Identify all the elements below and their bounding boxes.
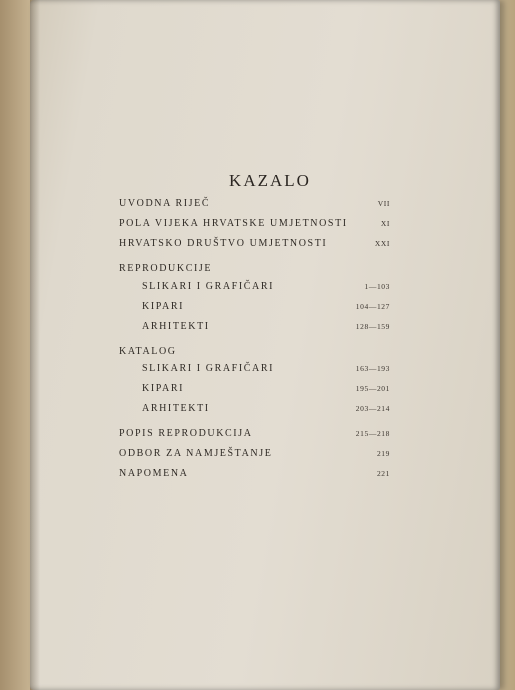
toc-entry-page: 163—193 bbox=[355, 364, 390, 373]
toc-entry-page: 195—201 bbox=[355, 384, 390, 393]
toc-entry-label: NAPOMENA bbox=[119, 468, 189, 479]
toc-entry bbox=[119, 468, 390, 482]
toc-entry-page: XXI bbox=[374, 239, 390, 248]
toc-entry-label: SLIKARI I GRAFIČARI bbox=[142, 281, 275, 292]
toc-entry bbox=[119, 198, 390, 212]
toc-entry-page: 128—159 bbox=[355, 322, 390, 331]
toc-entry-label: POPIS REPRODUKCIJA bbox=[119, 428, 253, 439]
toc-entry-label: HRVATSKO DRUŠTVO UMJETNOSTI bbox=[119, 238, 328, 249]
toc-entry-page: 104—127 bbox=[355, 302, 390, 311]
toc-entry bbox=[142, 403, 390, 417]
toc-entry-page: VII bbox=[377, 199, 390, 208]
toc-entry bbox=[142, 301, 390, 315]
toc-entry bbox=[142, 281, 390, 295]
toc-entry-label: ARHITEKTI bbox=[142, 403, 210, 414]
toc-section-heading: KATALOG bbox=[119, 346, 177, 357]
toc-entry-label: SLIKARI I GRAFIČARI bbox=[142, 363, 275, 374]
toc-entry-page: 203—214 bbox=[355, 404, 390, 413]
toc-entry bbox=[142, 383, 390, 397]
toc-entry-label: ARHITEKTI bbox=[142, 321, 210, 332]
toc-entry bbox=[119, 448, 390, 462]
toc-entry-page: 219 bbox=[376, 449, 390, 458]
book-page bbox=[30, 0, 500, 690]
toc-entry bbox=[119, 428, 390, 442]
toc-entry-page: XI bbox=[380, 219, 390, 228]
toc-entry bbox=[119, 238, 390, 252]
toc-entry-label: ODBOR ZA NAMJEŠTANJE bbox=[119, 448, 273, 459]
toc-entry bbox=[142, 363, 390, 377]
toc-entry-label: KIPARI bbox=[142, 383, 185, 394]
toc-section-heading: REPRODUKCIJE bbox=[119, 263, 213, 274]
toc-entry bbox=[119, 218, 390, 232]
toc-entry-label: UVODNA RIJEČ bbox=[119, 198, 211, 209]
toc-entry bbox=[142, 321, 390, 335]
toc-entry-page: 1—103 bbox=[364, 282, 390, 291]
toc-entry-label: KIPARI bbox=[142, 301, 185, 312]
toc-entry-page: 215—218 bbox=[355, 429, 390, 438]
toc-entry-label: POLA VIJEKA HRVATSKE UMJETNOSTI bbox=[119, 218, 348, 229]
toc-title: KAZALO bbox=[229, 171, 311, 190]
toc-entry-page: 221 bbox=[376, 469, 390, 478]
